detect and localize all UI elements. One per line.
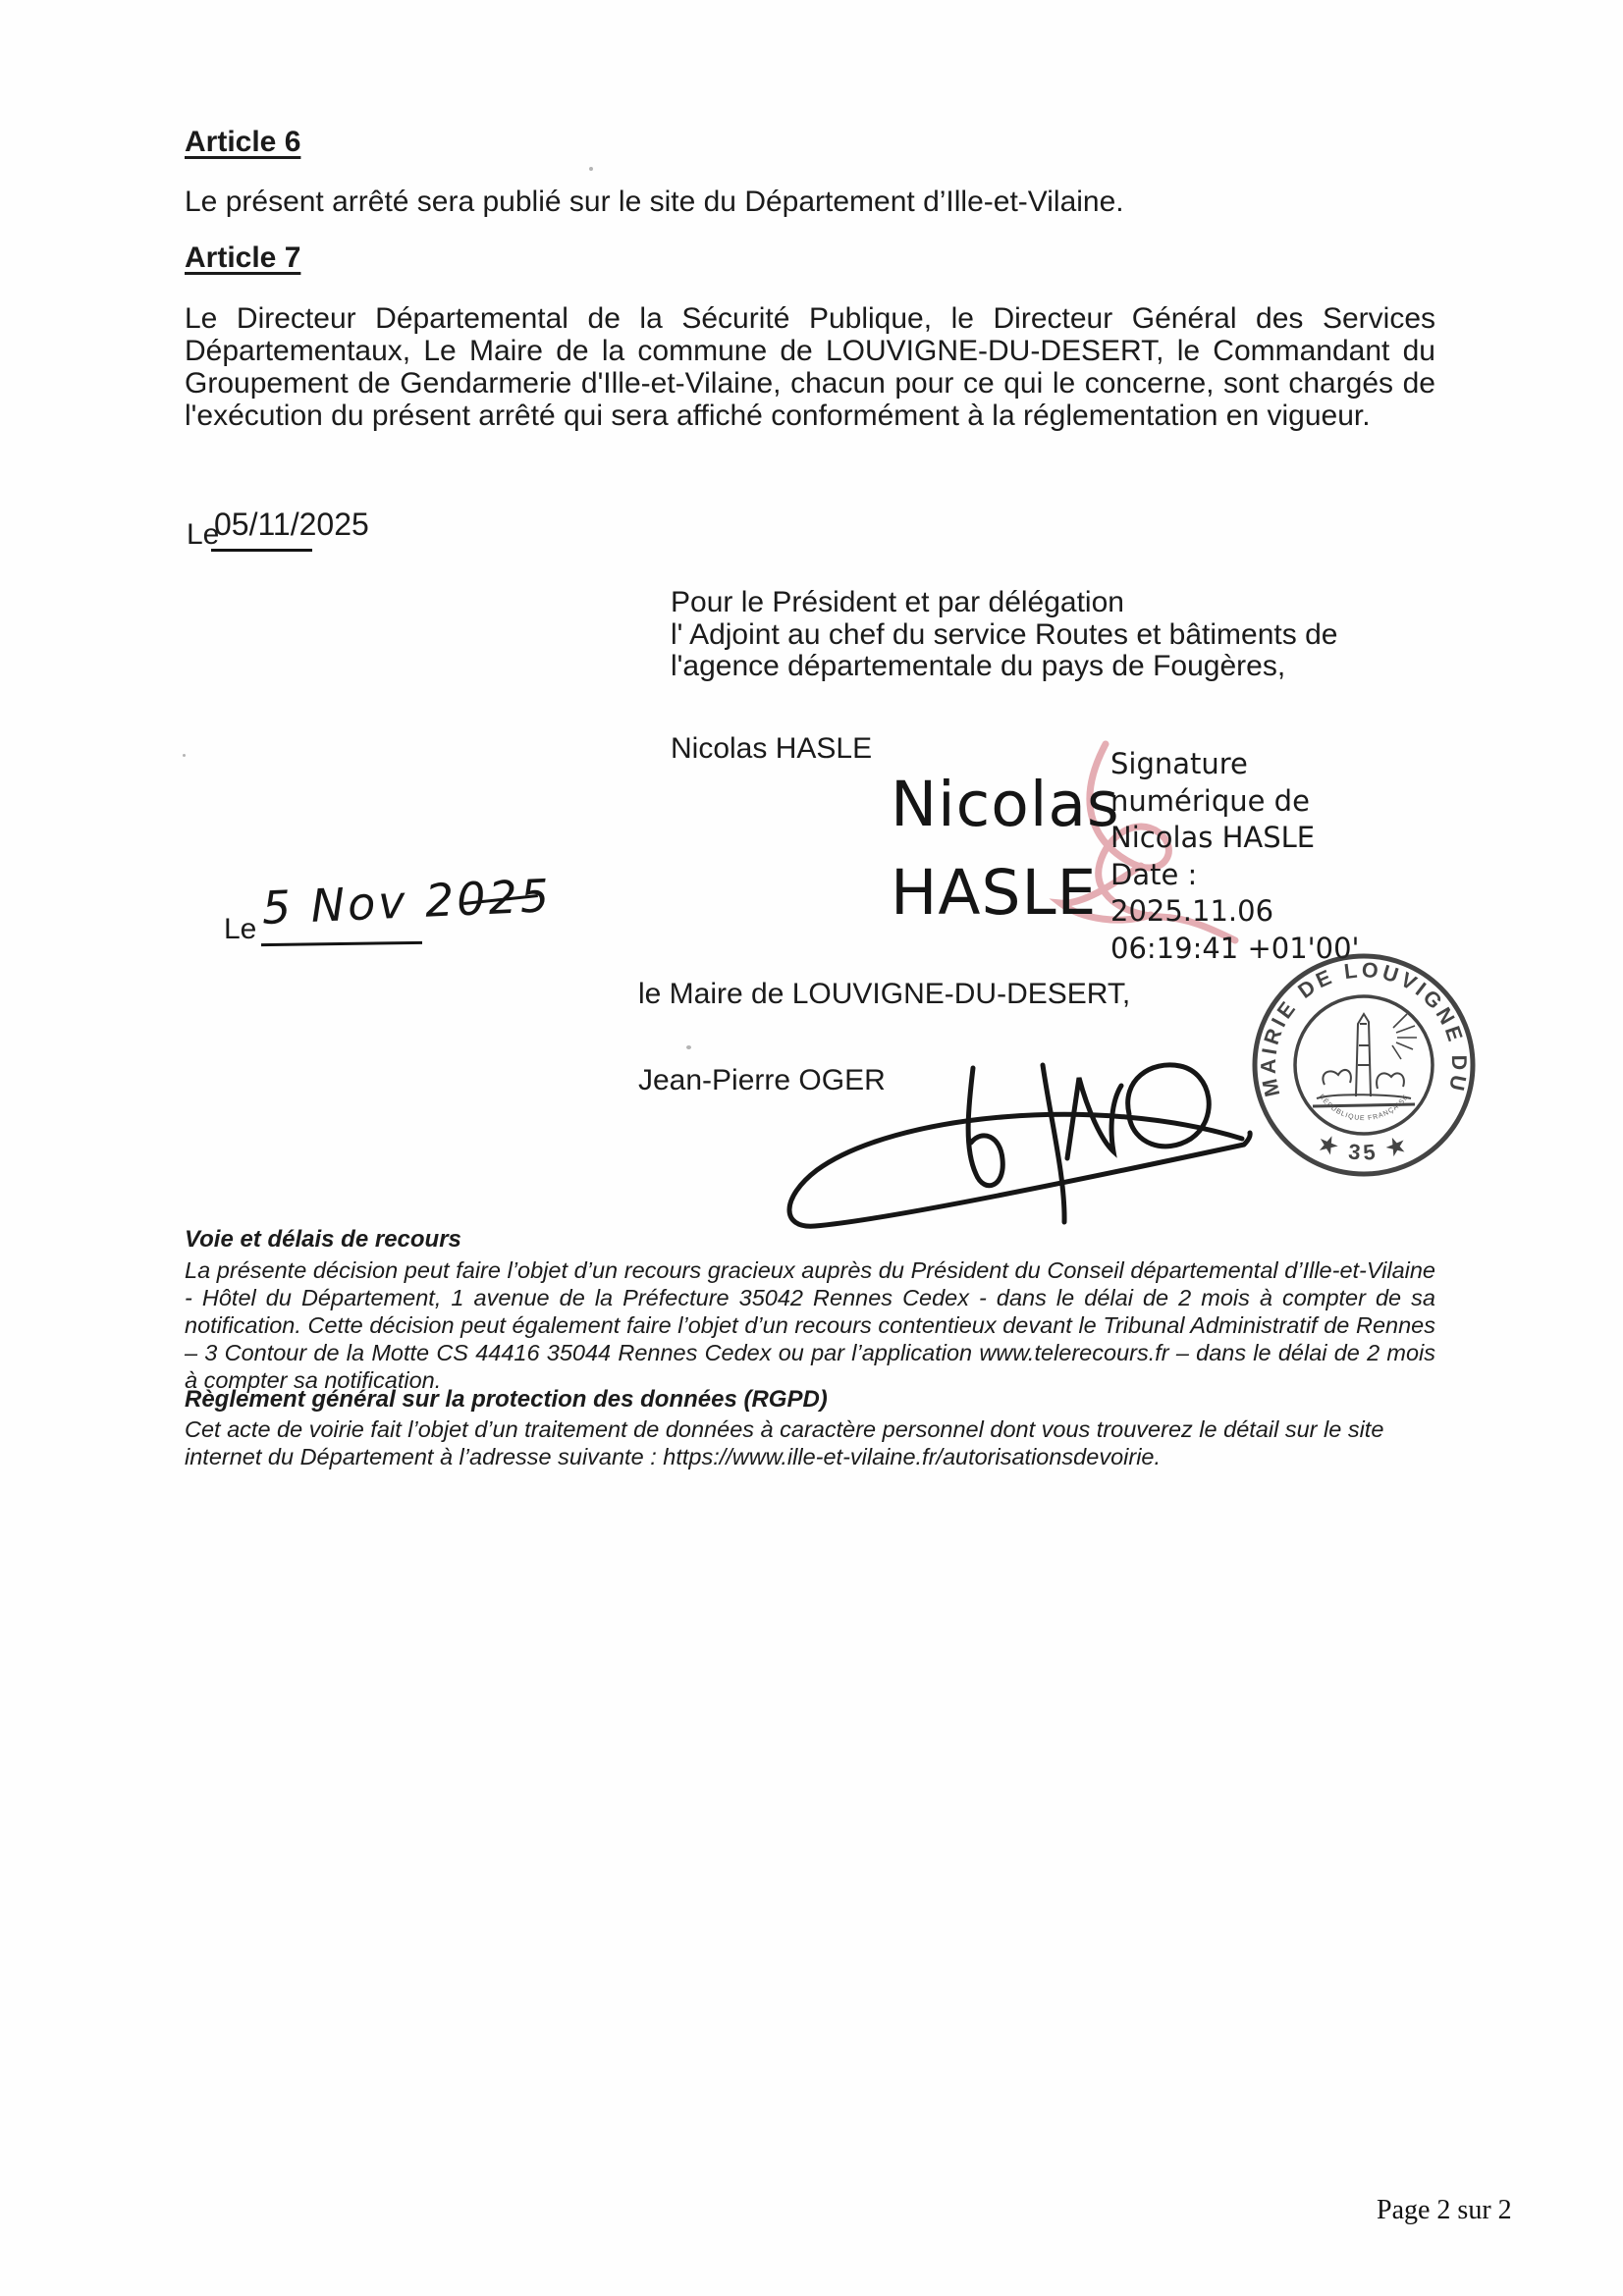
- mayor-name: Jean-Pierre OGER: [638, 1064, 886, 1096]
- mayor-title: le Maire de LOUVIGNE-DU-DESERT,: [638, 978, 1131, 1010]
- sig-detail-line: 06:19:41 +01'00': [1110, 931, 1360, 965]
- sig-detail-line: 2025.11.06: [1110, 894, 1274, 928]
- sig-detail-line: Signature: [1110, 747, 1248, 780]
- article-6-heading: Article 6: [185, 126, 301, 158]
- date-label: Le: [187, 518, 220, 551]
- svg-text:MAIRIE DE LOUVIGNE DU DESERT: [1257, 958, 1471, 1099]
- rgpd-heading: Règlement général sur la protection des données (RGPD): [185, 1386, 828, 1413]
- date-underline: [211, 549, 312, 552]
- digital-signature-details: [1110, 746, 1360, 967]
- delegation-line-1: Pour le Président et par délégation: [671, 586, 1124, 618]
- scan-speck: [183, 754, 186, 757]
- recourse-body: La présente décision peut faire l’objet d’un recours gracieux auprès du Président du Conseil départemental d’Ille-et-Vilaine - Hôtel du Département, 1 avenue de la Préfecture 35042 Rennes Cedex - dans le délai de 2 mois à compter de sa notification. Cette décision peut également faire l’objet d’un recours contentieux devant le Tribunal Administratif de Rennes – 3 Contour de la Motte CS 44416 35044 Rennes Cedex ou par l’application www.telerecours.fr – dans le délai de 2 mois à compter sa notification.: [185, 1257, 1435, 1393]
- delegation-line-3: l'agence départementale du pays de Fougères,: [671, 650, 1286, 682]
- digital-signature-name-line1: Nicolas: [891, 769, 1120, 840]
- stamp-bottom-text: ★ 35 ★: [1314, 1129, 1414, 1165]
- digital-signature-name-line2: HASLE: [891, 857, 1098, 929]
- svg-text:RÉPUBLIQUE FRANÇAISE: [1318, 1094, 1411, 1122]
- sig-detail-line: Nicolas HASLE: [1110, 821, 1316, 854]
- stamp-center-caption: RÉPUBLIQUE FRANÇAISE: [1317, 1093, 1411, 1123]
- scan-speck: [589, 167, 593, 171]
- recourse-heading: Voie et délais de recours: [185, 1226, 461, 1253]
- article-7-body: Le Directeur Départemental de la Sécurité Publique, le Directeur Général des Services Départementaux, Le Maire de la commune de LOUVIGNE-DU-DESERT, le Commandant du Groupement de Gendarmerie d'Ille-et-Vilaine, chacun pour ce qui le concerne, sont chargés de l'exécution du présent arrêté qui sera affiché conformément à la réglementation en vigueur.: [185, 302, 1435, 432]
- sig-detail-line: Date :: [1110, 857, 1198, 891]
- delegation-block: [671, 587, 1337, 683]
- rgpd-body: Cet acte de voirie fait l’objet d’un traitement de données à caractère personnel dont vous trouverez le détail sur le site internet du Département à l’adresse suivante : https://www.ille-et-vilaine.fr/autorisationsdevoirie.: [185, 1416, 1384, 1469]
- delegation-signer-name: Nicolas HASLE: [671, 732, 873, 765]
- handwritten-date-underline: [261, 941, 422, 946]
- handwritten-date-label: Le: [224, 913, 257, 945]
- article-6-body: Le présent arrêté sera publié sur le site du Département d’Ille-et-Vilaine.: [185, 186, 1124, 218]
- mayor-handwritten-signature: [756, 1021, 1257, 1247]
- scan-speck: [686, 1045, 691, 1049]
- mairie-stamp: [1247, 948, 1481, 1182]
- sig-detail-line: numérique de: [1110, 783, 1310, 818]
- stamp-ring-text: MAIRIE DE LOUVIGNE DU DESERT: [1256, 957, 1472, 1099]
- stamp-monument-emblem: [1313, 1014, 1417, 1106]
- handwritten-date-value: 5 Nov 2025: [260, 869, 554, 934]
- page-number: Page 2 sur 2: [1377, 2195, 1512, 2225]
- article-7-heading: Article 7: [185, 241, 301, 274]
- date-value: 05/11/2025: [214, 507, 369, 542]
- delegation-line-2: l' Adjoint au chef du service Routes et bâtiments de: [671, 617, 1338, 651]
